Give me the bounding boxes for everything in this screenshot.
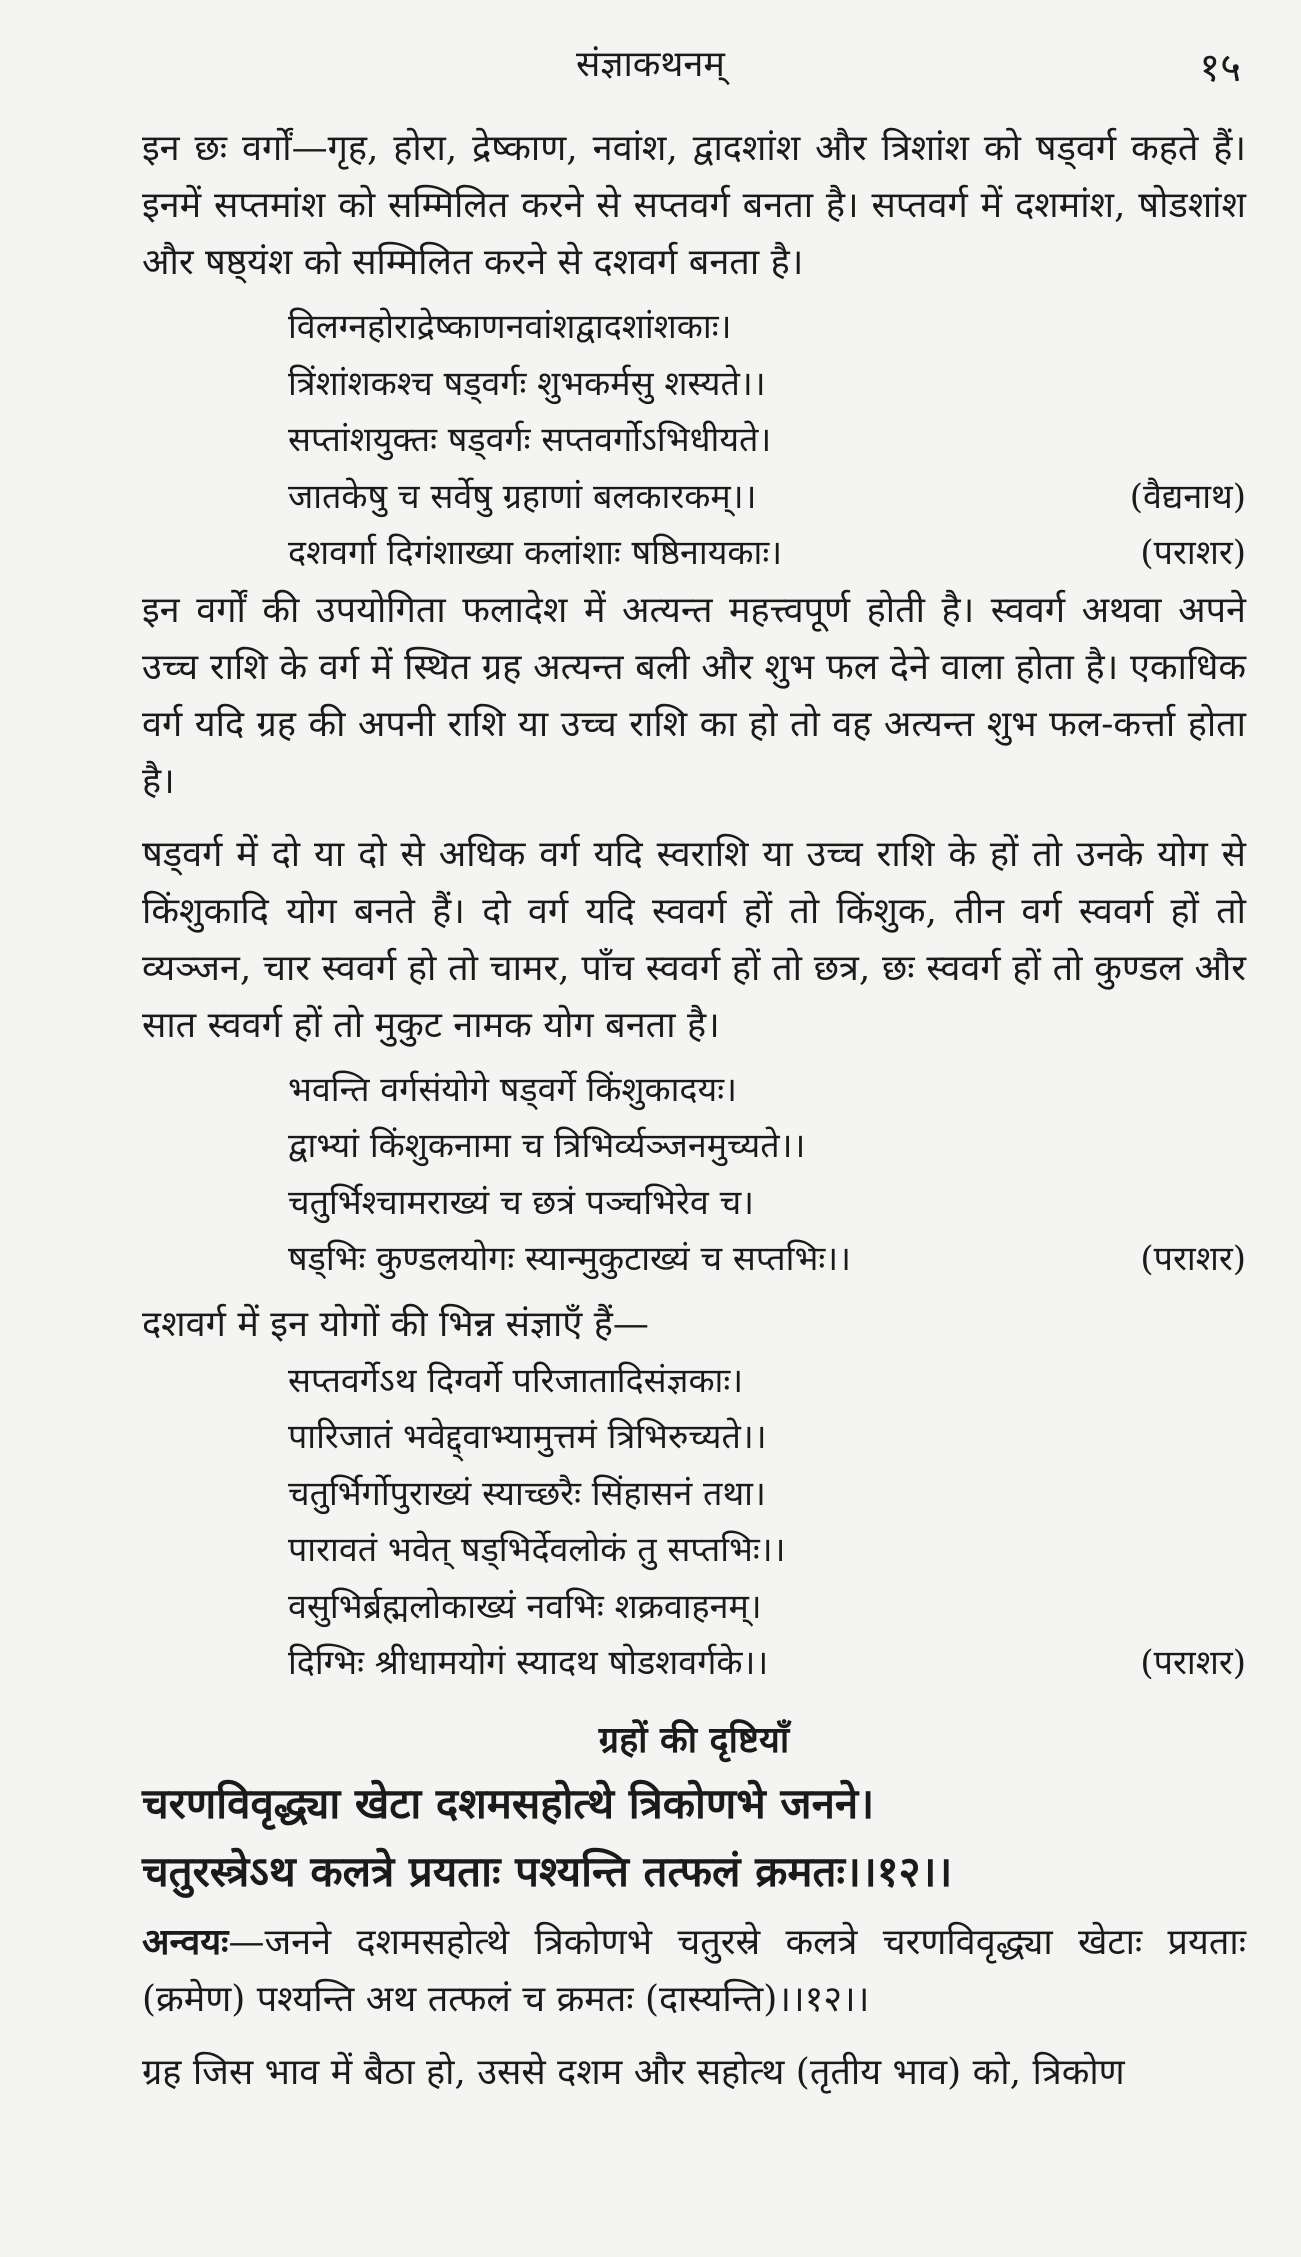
verse-line	[142, 1353, 1246, 1410]
verse-text: दिग्भिः श्रीधामयोगं स्यादथ षोडशवर्गके।।	[288, 1643, 769, 1683]
verse-line	[142, 1231, 1246, 1288]
paragraph-graha-drishti: ग्रह जिस भाव में बैठा हो, उससे दशम और सहोत्थ (तृतीय भाव) को, त्रिकोण	[142, 2051, 1125, 2093]
sutra-line: चरणविवृद्ध्या खेटा दशमसहोत्थे त्रिकोणभे जनने।	[142, 1778, 875, 1828]
verse-text: द्वाभ्यां किंशुकनामा च त्रिभिर्व्यञ्जनमुच्यते।।	[288, 1126, 806, 1166]
verse-text: जातकेषु च सर्वेषु ग्रहाणां बलकारकम्।।	[288, 476, 757, 517]
verse-line	[142, 1466, 1246, 1523]
verse-line	[142, 1579, 1246, 1636]
verse-line	[142, 299, 1246, 356]
verse-text: चतुर्भिश्चामराख्यं च छत्रं पञ्चभिरेव च।	[288, 1182, 755, 1223]
verse-text: सप्तांशयुक्तः षड्वर्गः सप्तवर्गोऽभिधीयते।	[288, 420, 772, 460]
anvaya-paragraph	[142, 1914, 1246, 2028]
verse-block-bhavanti	[142, 1062, 1246, 1288]
paragraph-kimshuka-yoga: षड्वर्ग में दो या दो से अधिक वर्ग यदि स्वराशि या उच्च राशि के हों तो उनके योग से किंशुकादि योग बनते हैं। दो वर्ग यदि स्ववर्ग हों तो किंशुक, तीन वर्ग स्ववर्ग हों तो व्यञ्जन, चार स्ववर्ग हो तो चामर, पाँच स्ववर्ग हों तो छत्र, छः स्ववर्ग हों तो कुण्डल और सात स्ववर्ग हों तो मुकुट नामक योग बनता है।	[142, 833, 1246, 1046]
verse-text: पारावतं भवेत् षड्भिर्देवलोकं तु सप्तभिः।।	[288, 1530, 786, 1570]
verse-line	[142, 356, 1246, 413]
verse-text: त्रिंशांशकश्च षड्वर्गः शुभकर्मसु शस्यते।।	[288, 363, 766, 404]
page-header	[0, 38, 1301, 98]
paragraph-varga-utility: इन वर्गों की उपयोगिता फलादेश में अत्यन्त महत्त्वपूर्ण होती है। स्ववर्ग अथवा अपने उच्च राशि के वर्ग में स्थित ग्रह अत्यन्त बली और शुभ फल देने वाला होता है। एकाधिक वर्ग यदि ग्रह की अपनी राशि या उच्च राशि का हो तो वह अत्यन्त शुभ फल-कर्त्ता होता है।	[142, 589, 1246, 802]
verse-source: (वैद्यनाथ)	[1129, 476, 1246, 517]
verse-text: पारिजातं भवेद्द्वाभ्यामुत्तमं त्रिभिरुच्यते।।	[288, 1417, 767, 1457]
verse-line	[142, 1635, 1246, 1692]
page-number: १५	[1199, 45, 1241, 91]
verse-text: दशवर्गा दिगंशाख्या कलांशाः षष्ठिनायकाः।	[288, 533, 783, 573]
verse-text: सप्तवर्गेऽथ दिग्वर्गे परिजातादिसंज्ञकाः।	[288, 1360, 744, 1401]
verse-block-vilagna	[142, 299, 1246, 582]
section-heading: ग्रहों की दृष्टियाँ	[598, 1718, 790, 1761]
running-title: संज्ञाकथनम्	[576, 44, 725, 85]
sutra-line: चतुरस्त्रेऽथ कलत्रे प्रयताः पश्यन्ति तत्फलं क्रमतः।।१२।।	[142, 1846, 953, 1896]
verse-source: (पराशर)	[1140, 1643, 1246, 1683]
verse-line	[142, 412, 1246, 469]
verse-line	[142, 1118, 1246, 1175]
verse-line	[142, 469, 1246, 526]
paragraph-dashavarga-names: दशवर्ग में इन योगों की भिन्न संज्ञाएँ हैं—	[142, 1303, 649, 1345]
verse-text: वसुभिर्ब्रह्मलोकाख्यं नवभिः शक्रवाहनम्।	[288, 1586, 762, 1627]
anvaya-label: अन्वयः	[142, 1920, 229, 1963]
verse-line	[142, 1409, 1246, 1466]
verse-text: भवन्ति वर्गसंयोगे षड्वर्गे किंशुकादयः।	[288, 1069, 737, 1110]
verse-block-saptavarge	[142, 1353, 1246, 1692]
verse-text: विलग्नहोराद्रेष्काणनवांशद्वादशांशकाः।	[288, 307, 732, 347]
anvaya-text: —जनने दशमसहोत्थे त्रिकोणभे चतुरस्रे कलत्रे चरणविवृद्ध्या खेटाः प्रयताः (क्रमेण) पश्यन्ति अथ तत्फलं च क्रमतः (दास्यन्ति)।।१२।।	[142, 1921, 1246, 2020]
verse-source: (पराशर)	[1140, 1239, 1246, 1279]
verse-line	[142, 525, 1246, 582]
verse-line	[142, 1175, 1246, 1232]
verse-text: चतुर्भिर्गोपुराख्यं स्याच्छरैः सिंहासनं तथा।	[288, 1473, 766, 1514]
page-body	[142, 120, 1246, 2101]
paragraph-shadvarga-intro: इन छः वर्गों—गृह, होरा, द्रेष्काण, नवांश, द्वादशांश और त्रिशांश को षड्वर्ग कहते हैं। इनमें सप्तमांश को सम्मिलित करने से सप्तवर्ग बनता है। सप्तवर्ग में दशमांश, षोडशांश और षष्ठ्यंश को सम्मिलित करने से दशवर्ग बनता है।	[142, 128, 1246, 283]
verse-line	[142, 1522, 1246, 1579]
verse-text: षड्भिः कुण्डलयोगः स्यान्मुकुटाख्यं च सप्तभिः।।	[288, 1239, 852, 1279]
verse-line	[142, 1062, 1246, 1119]
verse-source: (पराशर)	[1140, 533, 1246, 573]
